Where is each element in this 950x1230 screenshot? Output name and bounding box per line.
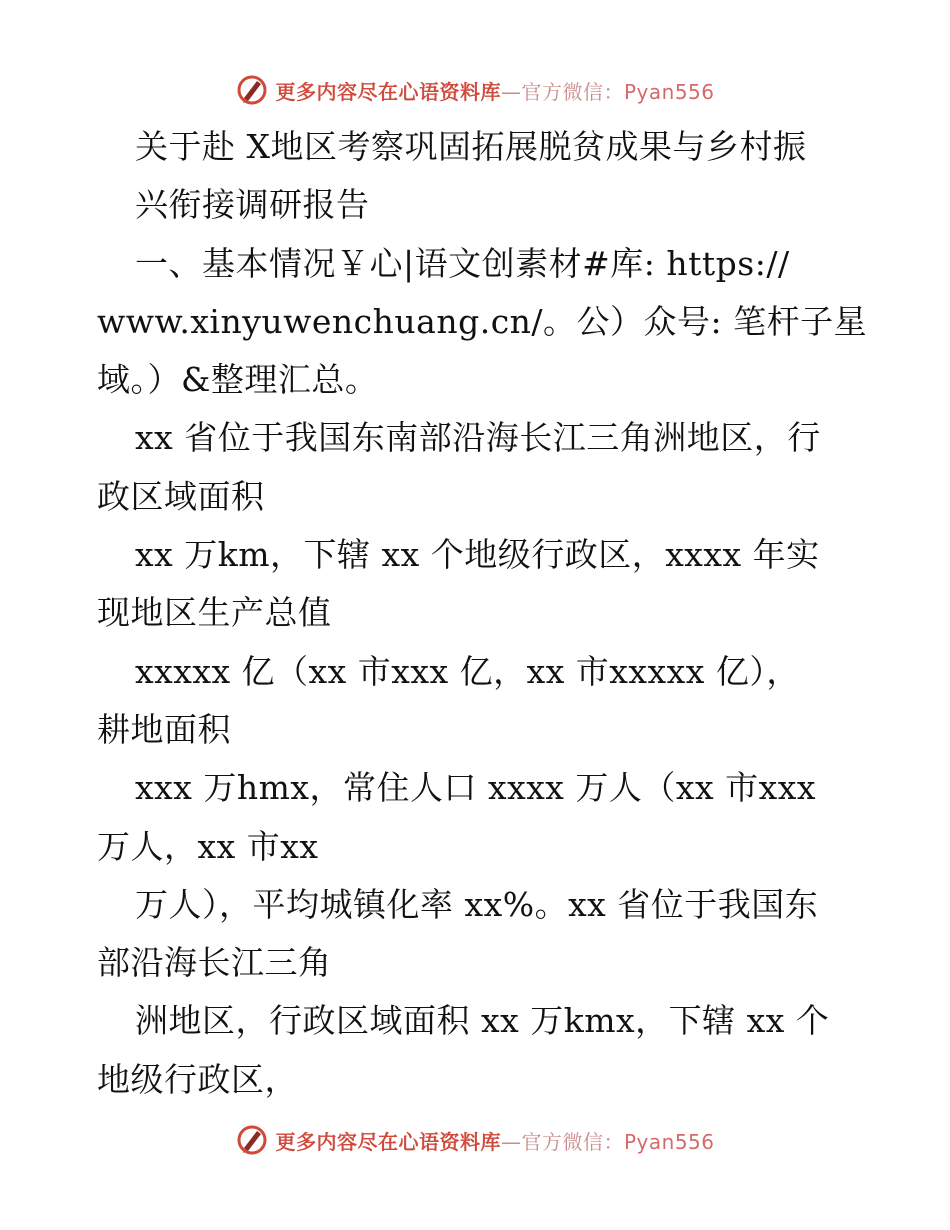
watermark-brand: 更多内容尽在心语资料库	[275, 79, 501, 104]
text-line: 洲地区，行政区域面积 xx 万kmx，下辖 xx 个	[135, 1001, 830, 1041]
text-line: xxxxx 亿（xx 市xxx 亿，xx 市xxxxx 亿），	[135, 651, 800, 691]
text-line: 万人），平均城镇化率 xx%。xx 省位于我国东	[135, 884, 819, 924]
text-line: xx 万km，下辖 xx 个地级行政区，xxxx 年实	[135, 535, 820, 575]
text-line: 万人，xx 市xx	[97, 826, 319, 866]
text-line: 部沿海长江三角	[97, 943, 332, 983]
watermark-wechat-id: Pyan556	[623, 1129, 715, 1154]
document-title-line-2: 兴衔接调研报告	[135, 185, 370, 225]
watermark-separator: —	[500, 1129, 522, 1154]
pen-circle-logo-icon	[235, 73, 269, 107]
watermark-separator: —	[500, 79, 522, 104]
watermark-text	[275, 1126, 714, 1155]
text-line: 耕地面积	[97, 709, 231, 749]
watermark-official: 官方微信：	[521, 1129, 624, 1154]
text-line: 地级行政区，	[97, 1059, 298, 1099]
text-line: 政区域面积	[97, 476, 265, 516]
header-watermark	[0, 70, 950, 110]
pen-circle-logo-icon	[235, 1123, 269, 1157]
text-line: xx 省位于我国东南部沿海长江三角洲地区，行	[135, 418, 821, 458]
text-line: xxx 万hmx，常住人口 xxxx 万人（xx 市xxx	[135, 768, 816, 808]
document-title-line-1: 关于赴 X地区考察巩固拓展脱贫成果与乡村振	[135, 127, 807, 166]
watermark-brand: 更多内容尽在心语资料库	[275, 1129, 501, 1154]
text-line: www.xinyuwenchuang.cn/。公）众号: 笔杆子星	[97, 301, 868, 341]
text-line: 域。）&整理汇总。	[97, 360, 379, 400]
text-line: 现地区生产总值	[97, 593, 332, 633]
document-body	[97, 118, 868, 1109]
section-heading-basic: 一、基本情况￥心|语文创素材#库: https://	[135, 243, 790, 283]
footer-watermark	[0, 1120, 950, 1160]
watermark-text	[275, 76, 714, 105]
watermark-official: 官方微信：	[521, 79, 624, 104]
watermark-wechat-id: Pyan556	[623, 79, 715, 104]
